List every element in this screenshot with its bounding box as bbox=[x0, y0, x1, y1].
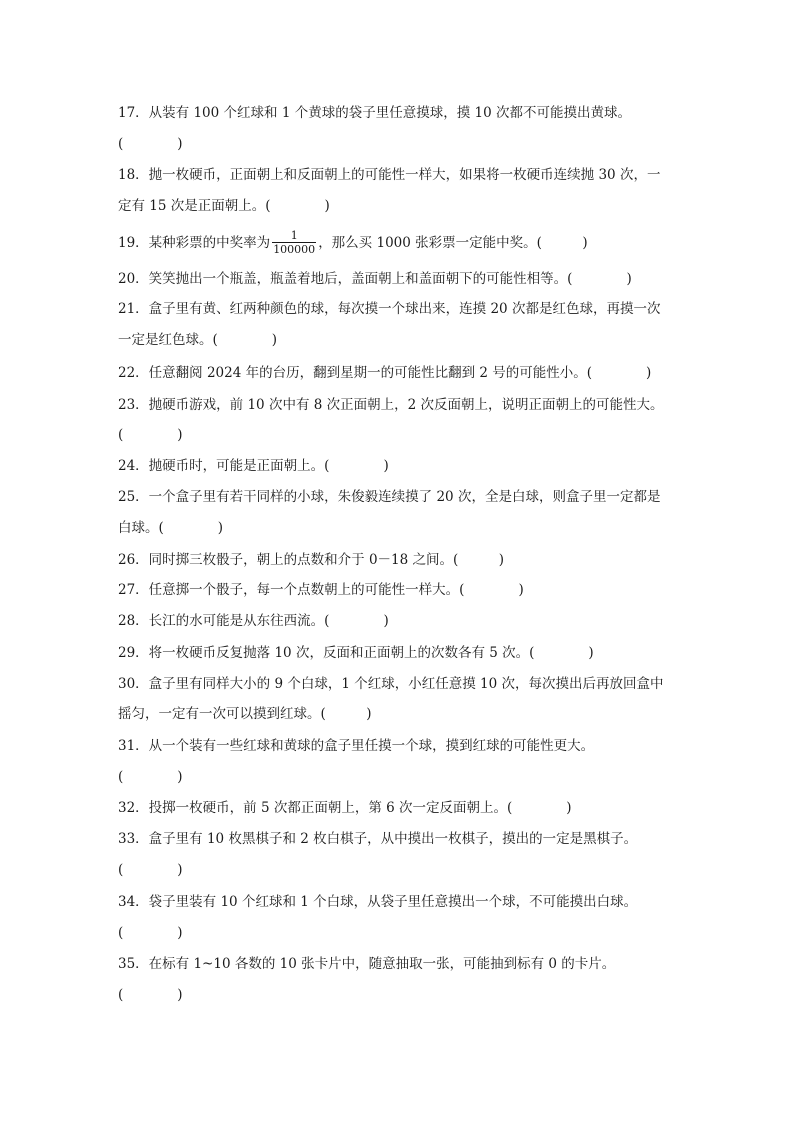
question-21-line-1: 21．盒子里有黄、红两种颜色的球，每次摸一个球出来，连摸 20 次都是红色球，再摸一次 bbox=[118, 301, 661, 317]
question-34-line-1: 34．袋子里装有 10 个红球和 1 个白球，从袋子里任意摸出一个球，不可能摸出白球。 bbox=[118, 894, 638, 910]
question-27: 27．任意掷一个骰子，每一个点数朝上的可能性一样大。( ) bbox=[118, 582, 524, 598]
question-30-line-2: 摇匀，一定有一次可以摸到红球。( ) bbox=[118, 706, 372, 722]
question-21-line-2: 一定是红色球。( ) bbox=[118, 332, 278, 348]
question-33-line-1: 33．盒子里有 10 枚黑棋子和 2 枚白棋子，从中摸出一枚棋子，摸出的一定是黑棋子。 bbox=[118, 831, 638, 847]
question-25-line-2: 白球。( ) bbox=[118, 520, 224, 536]
question-33-answer-blank[interactable]: ( ) bbox=[118, 862, 183, 878]
question-34-answer-blank[interactable]: ( ) bbox=[118, 925, 183, 941]
question-25-line-1: 25．一个盒子里有若干同样的小球，朱俊毅连续摸了 20 次，全是白球，则盒子里一定都是 bbox=[118, 489, 661, 505]
fraction-numerator: 1 bbox=[272, 229, 316, 243]
question-32: 32．投掷一枚硬币，前 5 次都正面朝上，第 6 次一定反面朝上。( ) bbox=[118, 800, 572, 816]
question-22: 22．任意翻阅 2024 年的台历，翻到星期一的可能性比翻到 2 号的可能性小。( ) bbox=[118, 365, 652, 381]
question-19 bbox=[118, 230, 688, 257]
fraction bbox=[272, 229, 316, 256]
question-35-line-1: 35．在标有 1~10 各数的 10 张卡片中，随意抽取一张，可能抽到标有 0 的卡片。 bbox=[118, 956, 616, 972]
question-17-line-1: 17．从装有 100 个红球和 1 个黄球的袋子里任意摸球，摸 10 次都不可能摸出黄球。 bbox=[118, 105, 631, 121]
question-18-line-2: 定有 15 次是正面朝上。( ) bbox=[118, 198, 330, 214]
question-18-line-1: 18．抛一枚硬币，正面朝上和反面朝上的可能性一样大，如果将一枚硬币连续抛 30 次，一 bbox=[118, 167, 661, 183]
question-24: 24．抛硬币时，可能是正面朝上。( ) bbox=[118, 458, 389, 474]
question-19-text-after: ，那么买 1000 张彩票一定能中奖。( ) bbox=[318, 235, 588, 251]
question-19-text-before: 19．某种彩票的中奖率为 bbox=[118, 235, 271, 251]
question-29: 29．将一枚硬币反复抛落 10 次，反面和正面朝上的次数各有 5 次。( ) bbox=[118, 645, 594, 661]
question-17-answer-blank[interactable]: ( ) bbox=[118, 136, 183, 152]
fraction-denominator: 100000 bbox=[273, 243, 316, 256]
question-31-answer-blank[interactable]: ( ) bbox=[118, 769, 183, 785]
question-30-line-1: 30．盒子里有同样大小的 9 个白球，1 个红球，小红任意摸 10 次，每次摸出后再放回盒中 bbox=[118, 676, 664, 692]
question-28: 28．长江的水可能是从东往西流。( ) bbox=[118, 613, 389, 629]
question-35-answer-blank[interactable]: ( ) bbox=[118, 987, 183, 1003]
question-20: 20．笑笑抛出一个瓶盖，瓶盖着地后，盖面朝上和盖面朝下的可能性相等。( ) bbox=[118, 271, 632, 287]
question-23-answer-blank[interactable]: ( ) bbox=[118, 427, 183, 443]
question-31-line-1: 31．从一个装有一些红球和黄球的盒子里任摸一个球，摸到红球的可能性更大。 bbox=[118, 738, 595, 754]
question-26: 26．同时掷三枚骰子，朝上的点数和介于 0－18 之间。( ) bbox=[118, 552, 505, 568]
question-23-line-1: 23．抛硬币游戏，前 10 次中有 8 次正面朝上，2 次反面朝上，说明正面朝上的可能性大。 bbox=[118, 397, 664, 413]
